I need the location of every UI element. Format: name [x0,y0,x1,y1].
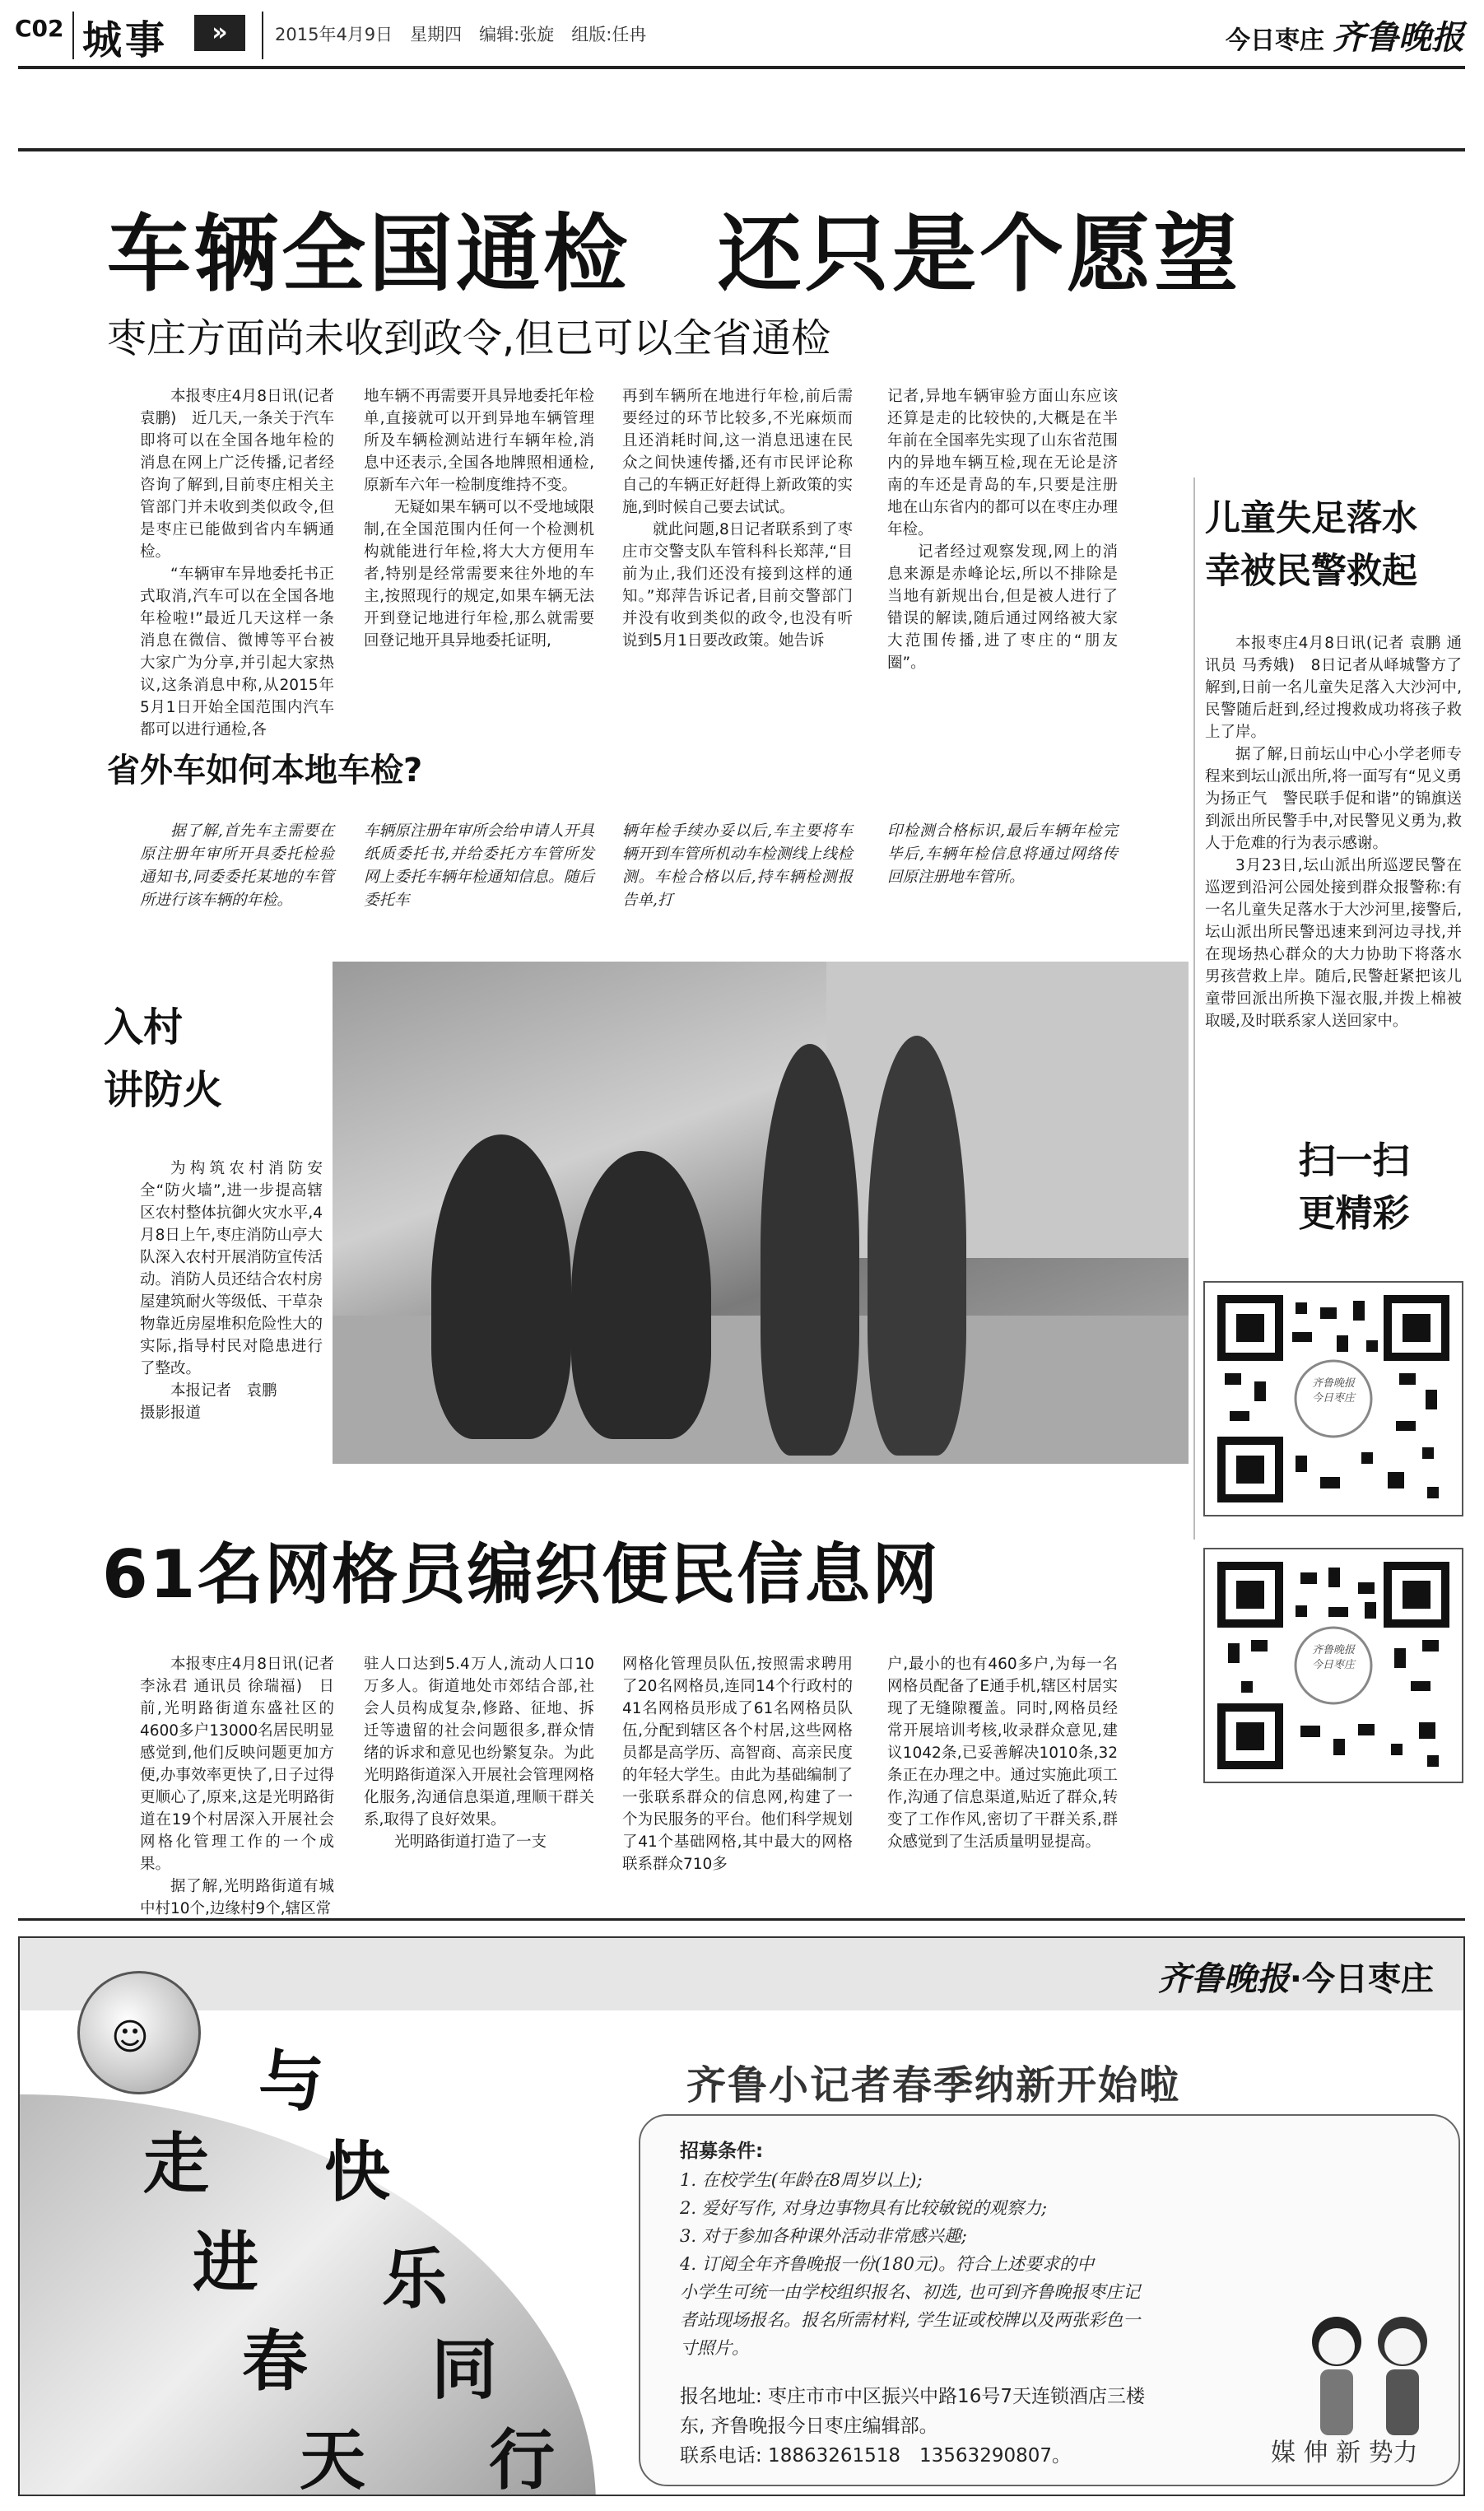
page-code: C02 [15,15,64,42]
ad-logo [1158,1953,1434,2000]
paragraph: 地车辆不再需要开具异地委托年检单,直接就可以开到异地车辆管理所及车辆检测站进行车辆年检,消息中还表示,全国各地牌照相通检,原新车六年一检制度维持不变。 [364,388,594,494]
paragraph: 就此问题,8日记者联系到了枣庄市交警支队车管科科长郑萍,“目前为止,我们还没有接到这样的通知。”郑萍告诉记者,目前交警部门并没有收到类似的政令,也没有听说到5月1日要改政策。她告诉 [622,521,853,650]
brand-paper: 齐鲁晚报 [1333,18,1464,57]
photo-person-elderly [571,1151,711,1439]
ad-req-item: 寸照片。 [680,2338,749,2358]
ad-req-item: 2. 爱好写作, 对身边事物具有比较敏锐的观察力; [680,2198,1048,2218]
paragraph: 为构筑农村消防安全“防火墙”,进一步提高辖区农村整体抗御火灾水平,4月8日上午,枣庄消防山亭大队深入农村开展消防宣传活动。消防人员还结合农村房屋建筑耐火等级低、干草杂物靠近房屋堆积危险性大的实际,指导村民对隐患进行了整改。 [140,1160,323,1377]
box-column-1: 据了解,首先车主需要在原注册年审所开具委托检验通知书,同委委托某地的车管所进行该车辆的年检。 [140,822,334,909]
photo-caption-heading [104,996,222,1121]
photo-person-elderly [431,1134,571,1439]
paragraph: 记者经过观察发现,网上的消息来源是赤峰论坛,所以不排除是当地有新规出台,但是被人进行了错误的解读,随后通过网络被大家大范围传播,进了枣庄的“朋友圈”。 [887,543,1118,672]
photo-person-officer [868,1036,966,1456]
scan-prompt [1292,1134,1416,1240]
ad-title: 齐鲁小记者春季纳新开始啦 [686,2062,1181,2108]
paragraph: 户,最小的也有460多户,为每一名网格员配备了E通手机,辖区村居实现了无缝隙覆盖。同时,网格员经常开展培训考核,收录群众意见,建议1042条,已妥善解决1010条,32条正在办理之中。通过实施此项工作,沟通了信息渠道,贴近了群众,转变了工作作风,密切了干群关系,群众感觉到了生活质量明显提高。 [887,1656,1118,1851]
paragraph: 光明路街道打造了一支 [394,1833,547,1851]
scan-line: 更精彩 [1298,1191,1410,1235]
ad-big-char: 快 [324,2134,390,2211]
ad-rule [18,1918,1465,1921]
story2-headline: 61名网格员编织便民信息网 [102,1536,940,1613]
ad-req-item: 3. 对于参加各种课外活动非常感兴趣; [680,2226,967,2246]
ad-req-item: 者站现场报名。报名所需材料, 学生证或校牌以及两张彩色一 [680,2310,1141,2330]
paragraph: 据了解,日前坛山中心小学老师专程来到坛山派出所,将一面写有“见义勇为扬正气 警民联手促和谐”的锦旗送到派出所民警手中,对民警见义勇为,救人于危难的行为表示感谢。 [1205,746,1462,852]
side-story-body [1205,632,1462,1032]
ad-address: 东, 齐鲁晚报今日枣庄编辑部。 [680,2415,938,2437]
brand-local: 今日枣庄 [1226,26,1324,55]
story1-column-4 [887,385,1118,674]
ad-req-item: 小学生可统一由学校组织报名、初选, 也可到齐鲁晚报枣庄记 [680,2282,1141,2302]
main-headline: 车辆全国通检 还只是个愿望 [107,206,1241,304]
story1-column-3 [622,385,853,652]
ad-slogan: 媒 伸 新 势力 [1271,2439,1418,2467]
story1-column-2 [364,385,594,652]
story1-column-1 [140,385,334,741]
date-line: 2015年4月9日 星期四 编辑:张旋 组版:任冉 [275,25,647,44]
box-column-3: 辆年检手续办妥以后,车主要将车辆开到车管所机动车检测线上线检测。车检合格以后,持车辆检测报告单,打 [622,822,853,909]
qr-code-1[interactable] [1203,1281,1463,1516]
ad-big-char: 天 [300,2422,365,2496]
header-divider [262,12,263,59]
ad-big-char: 进 [193,2224,258,2301]
credit: 摄影报道 [140,1405,202,1422]
ad-phone: 联系电话: 18863261518 13563290807。 [680,2445,1071,2467]
paragraph: 记者,异地车辆审验方面山东应该还算是走的比较快的,大概是在半年前在全国率先实现了山东省范围内的异地车辆互检,现在无论是济南的车还是青岛的车,只要是注册地在山东省内的都可以在枣庄办理年检。 [887,388,1118,538]
scan-line: 扫一扫 [1298,1139,1410,1182]
paragraph: 网格化管理员队伍,按照需求聘用了20名网格员,连同14个行政村的41名网格员形成了61名网格员队伍,分配到辖区各个村居,这些网格员都是高学历、高智商、高亲民度的年轻大学生。由此为基础编制了一张联系群众的信息网,构建了一个为民服务的平台。他们科学规划了41个基础网格,其中最大的网格联系群众710多 [622,1656,853,1873]
credit: 本报记者 袁鹏 [170,1382,277,1400]
ad-req-item: 4. 订阅全年齐鲁晚报一份(180元)。符合上述要求的中 [680,2254,1095,2274]
header-divider [72,12,74,59]
paragraph: 驻人口达到5.4万人,流动人口10万多人。街道地处市郊结合部,社会人员构成复杂,修路、征地、拆迁等遗留的社会问题很多,群众情绪的诉求和意见也纷繁复杂。为此光明路街道深入开展社会管理网格化服务,沟通信息渠道,理顺干群关系,取得了良好效果。 [364,1656,594,1829]
section-title: 城事 [82,17,169,63]
ad-logo-paper: 齐鲁晚报 [1157,1959,1290,1998]
news-photo [333,962,1189,1464]
headline-line: 儿童失足落水 [1205,498,1417,539]
qr-logo-text: 今日枣庄 [1311,1392,1355,1405]
header-rule [18,148,1465,151]
qr-code-2[interactable] [1203,1548,1463,1783]
qr-logo-text: 齐鲁晚报 [1311,1644,1355,1656]
paragraph: 本报枣庄4月8日讯(记者 李泳君 通讯员 徐瑞福) 日前,光明路街道东盛社区的4600多户13000名居民明显感觉到,他们反映问题更加方便,办事效率更快了,日子过得更顺心了,原来,这是光明路街道在19个村居深入开展社会网格化管理工作的一个成果。 [140,1656,334,1873]
sun-mascot-icon: ☺ [77,1971,201,2094]
story2-column-3 [622,1653,853,1875]
story2-column-1 [140,1653,334,1920]
photo-caption-body [140,1158,323,1424]
ad-address: 报名地址: 枣庄市市中区振兴中路16号7天连锁酒店三楼 [680,2386,1145,2407]
section-arrow-icon: » [194,15,245,51]
qr-center-logo [1309,1643,1358,1673]
qr-logo-text: 今日枣庄 [1311,1659,1355,1671]
ad-logo-local: ·今日枣庄 [1289,1960,1434,1998]
box-column-2: 车辆原注册年审所会给申请人开具纸质委托书,并给委托方车管所发网上委托车辆年检通知信息。随后委托车 [364,822,594,909]
paragraph: 本报枣庄4月8日讯(记者 袁鹏 通讯员 马秀娥) 8日记者从峄城警方了解到,日前一名儿童失足落入大沙河中,民警随后赶到,经过搜救成功将孩子救上了岸。 [1205,635,1462,741]
ad-req-title: 招募条件: [680,2141,764,2162]
ad-req-item: 1. 在校学生(年龄在8周岁以上); [680,2170,923,2190]
paragraph: 再到车辆所在地进行年检,前后需要经过的环节比较多,不光麻烦而且还消耗时间,这一消息迅速在民众之间快速传播,还有市民评论称自己的车辆正好赶得上新政策的实施,到时候自己要去试试。 [622,388,853,516]
box-column-4: 印检测合格标识,最后车辆年检完毕后,车辆年检信息将通过网络传回原注册地车管所。 [887,822,1118,886]
side-headline [1205,492,1460,598]
header-rule [18,66,1465,69]
advertisement [18,1936,1465,2496]
ad-big-char: 与 [258,2043,324,2120]
ad-big-char: 乐 [382,2241,448,2318]
paragraph: 3月23日,坛山派出所巡逻民警在巡逻到沿河公园处接到群众报警称:有一名儿童失足落水于大沙河里,接警后,坛山派出所民警迅速来到河边寻找,并在现场热心群众的大力协助下将落水男孩营救上岸。随后,民警赶紧把该儿童带回派出所换下湿衣服,并拨上棉被取暖,及时联系家人送回家中。 [1205,857,1462,1030]
ad-big-char: 行 [489,2422,555,2496]
ad-big-char: 同 [431,2332,497,2408]
paragraph: 无疑如果车辆可以不受地域限制,在全国范围内任何一个检测机构就能进行年检,将大大方便用车者,特别是经常需要来往外地的车主,按照现行的规定,如果车辆无法开到登记地进行年检,那么就需要回登记地开具异地委托证明, [364,499,594,650]
main-subhead: 枣庄方面尚未收到政令,但已可以全省通检 [107,315,831,361]
qr-logo-text: 齐鲁晚报 [1311,1377,1355,1390]
paragraph: 本报枣庄4月8日讯(记者 袁鹏) 近几天,一条关于汽车即将可以在全国各地年检的消息在网上广泛传播,记者经咨询了解到,目前枣庄相关主管部门并未收到类似政令,但是枣庄已能做到省内车辆通检。 [140,388,334,561]
qr-center-logo [1309,1377,1358,1406]
story2-column-2 [364,1653,594,1853]
column-divider [1193,478,1195,1540]
ad-big-char: 春 [242,2323,308,2400]
ad-big-char: 走 [143,2126,209,2202]
paragraph: “车辆审车异地委托书正式取消,汽车可以在全国各地年检啦!”最近几天这样一条消息在微信、微博等平台被大家广为分享,并引起大家热议,这条消息中称,从2015年5月1日开始全国范围内汽车都可以进行通检,各 [140,566,334,738]
box-heading: 省外车如何本地车检? [107,752,423,790]
masthead [1226,12,1464,58]
heading-line: 讲防火 [104,1067,223,1113]
headline-line: 幸被民警救起 [1205,551,1417,592]
paragraph: 据了解,光明路街道有城中村10个,边缘村9个,辖区常 [140,1878,334,1917]
story2-column-4 [887,1653,1118,1853]
heading-line: 入村 [104,1004,184,1051]
photo-person-officer [761,1044,859,1456]
